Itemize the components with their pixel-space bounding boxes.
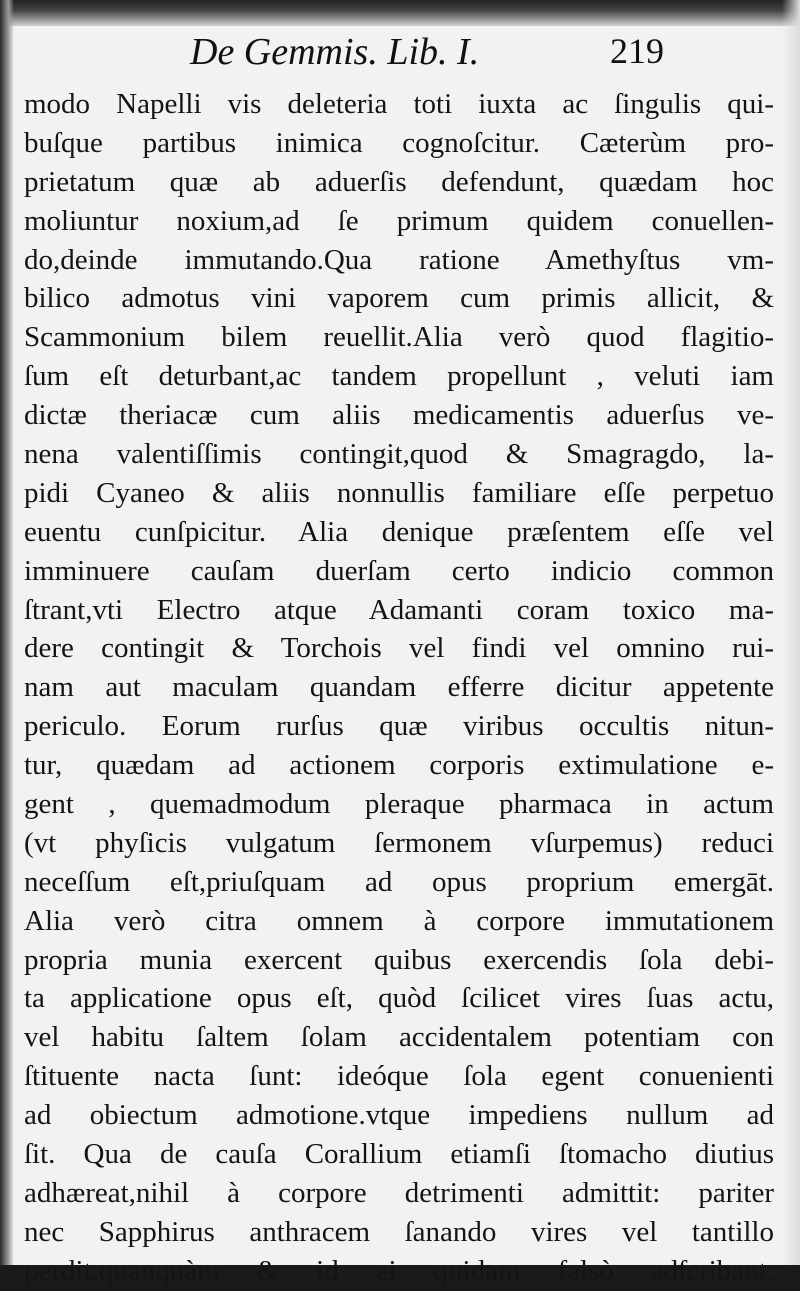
text-line: ſum eſt deturbant,ac tandem propellunt , veluti iam bbox=[24, 360, 774, 393]
text-line: ſtituente nacta ſunt: ideóque ſola egent conuenienti bbox=[24, 1060, 774, 1093]
text-line: buſque partibus inimica cognoſcitur. Cæterùm pro- bbox=[24, 126, 774, 159]
text-line: vel habitu ſaltem ſolam accidentalem potentiam con bbox=[24, 1021, 774, 1054]
page-gutter-shadow bbox=[0, 0, 14, 1265]
text-line: modo Napelli vis deleteria toti iuxta ac ſingulis qui- bbox=[24, 88, 774, 120]
body-text bbox=[24, 85, 774, 1291]
text-line: Alia verò citra omnem à corpore immutationem bbox=[24, 904, 774, 937]
text-line: adhæreat,nihil à corpore detrimenti admittit: pariter bbox=[24, 1176, 774, 1209]
text-line: pidi Cyaneo & aliis nonnullis familiare eſſe perpetuo bbox=[24, 476, 774, 509]
text-line: nena valentiſſimis contingit,quod & Smagragdo, la- bbox=[24, 438, 774, 471]
text-line: perdit,quanquàm & id ei quidam falsò adſcribant. bbox=[24, 1254, 774, 1287]
page-number: 219 bbox=[610, 31, 664, 71]
text-line: ad obiectum admotione.vtque impediens nullum ad bbox=[24, 1099, 774, 1132]
page-top-shadow bbox=[0, 0, 800, 26]
text-line: tur, quædam ad actionem corporis extimulatione e- bbox=[24, 749, 774, 782]
text-line: ta applicatione opus eſt, quòd ſcilicet vires ſuas actu, bbox=[24, 982, 774, 1015]
text-line: nam aut maculam quandam efferre dicitur appetente bbox=[24, 671, 774, 704]
text-line: ſit. Qua de cauſa Corallium etiamſi ſtomacho diutius bbox=[24, 1138, 774, 1171]
text-line: gent , quemadmodum pleraque pharmaca in actum bbox=[24, 788, 774, 821]
text-line: imminuere cauſam duerſam certo indicio common bbox=[24, 554, 774, 587]
text-line: dere contingit & Torchois vel findi vel omnino rui- bbox=[24, 632, 774, 665]
text-line: dictæ theriacæ cum aliis medicamentis aduerſus ve- bbox=[24, 399, 774, 432]
text-line: euentu cunſpicitur. Alia denique præſentem eſſe vel bbox=[24, 515, 774, 548]
text-line: propria munia exercent quibus exercendis ſola debi- bbox=[24, 943, 774, 976]
text-line: (vt phyſicis vulgatum ſermonem vſurpemus) reduci bbox=[24, 826, 774, 859]
running-title: De Gemmis. Lib. I. bbox=[190, 31, 480, 73]
page-header bbox=[0, 30, 800, 80]
text-line: nec Sapphirus anthracem ſanando vires vel tantillo bbox=[24, 1215, 774, 1248]
text-line: Scammonium bilem reuellit.Alia verò quod flagitio- bbox=[24, 321, 774, 354]
text-line: periculo. Eorum rurſus quæ viribus occultis nitun- bbox=[24, 710, 774, 743]
page-edge bbox=[782, 0, 800, 1265]
text-line: neceſſum eſt,priuſquam ad opus proprium emergāt. bbox=[24, 865, 774, 898]
text-line: ſtrant,vti Electro atque Adamanti coram toxico ma- bbox=[24, 593, 774, 626]
text-line: moliuntur noxium,ad ſe primum quidem conuellen- bbox=[24, 204, 774, 237]
text-line: prietatum quæ ab aduerſis defendunt, quædam hoc bbox=[24, 165, 774, 198]
text-line: bilico admotus vini vaporem cum primis allicit, & bbox=[24, 282, 774, 315]
text-line: do,deinde immutando.Qua ratione Amethyſtus vm- bbox=[24, 243, 774, 276]
